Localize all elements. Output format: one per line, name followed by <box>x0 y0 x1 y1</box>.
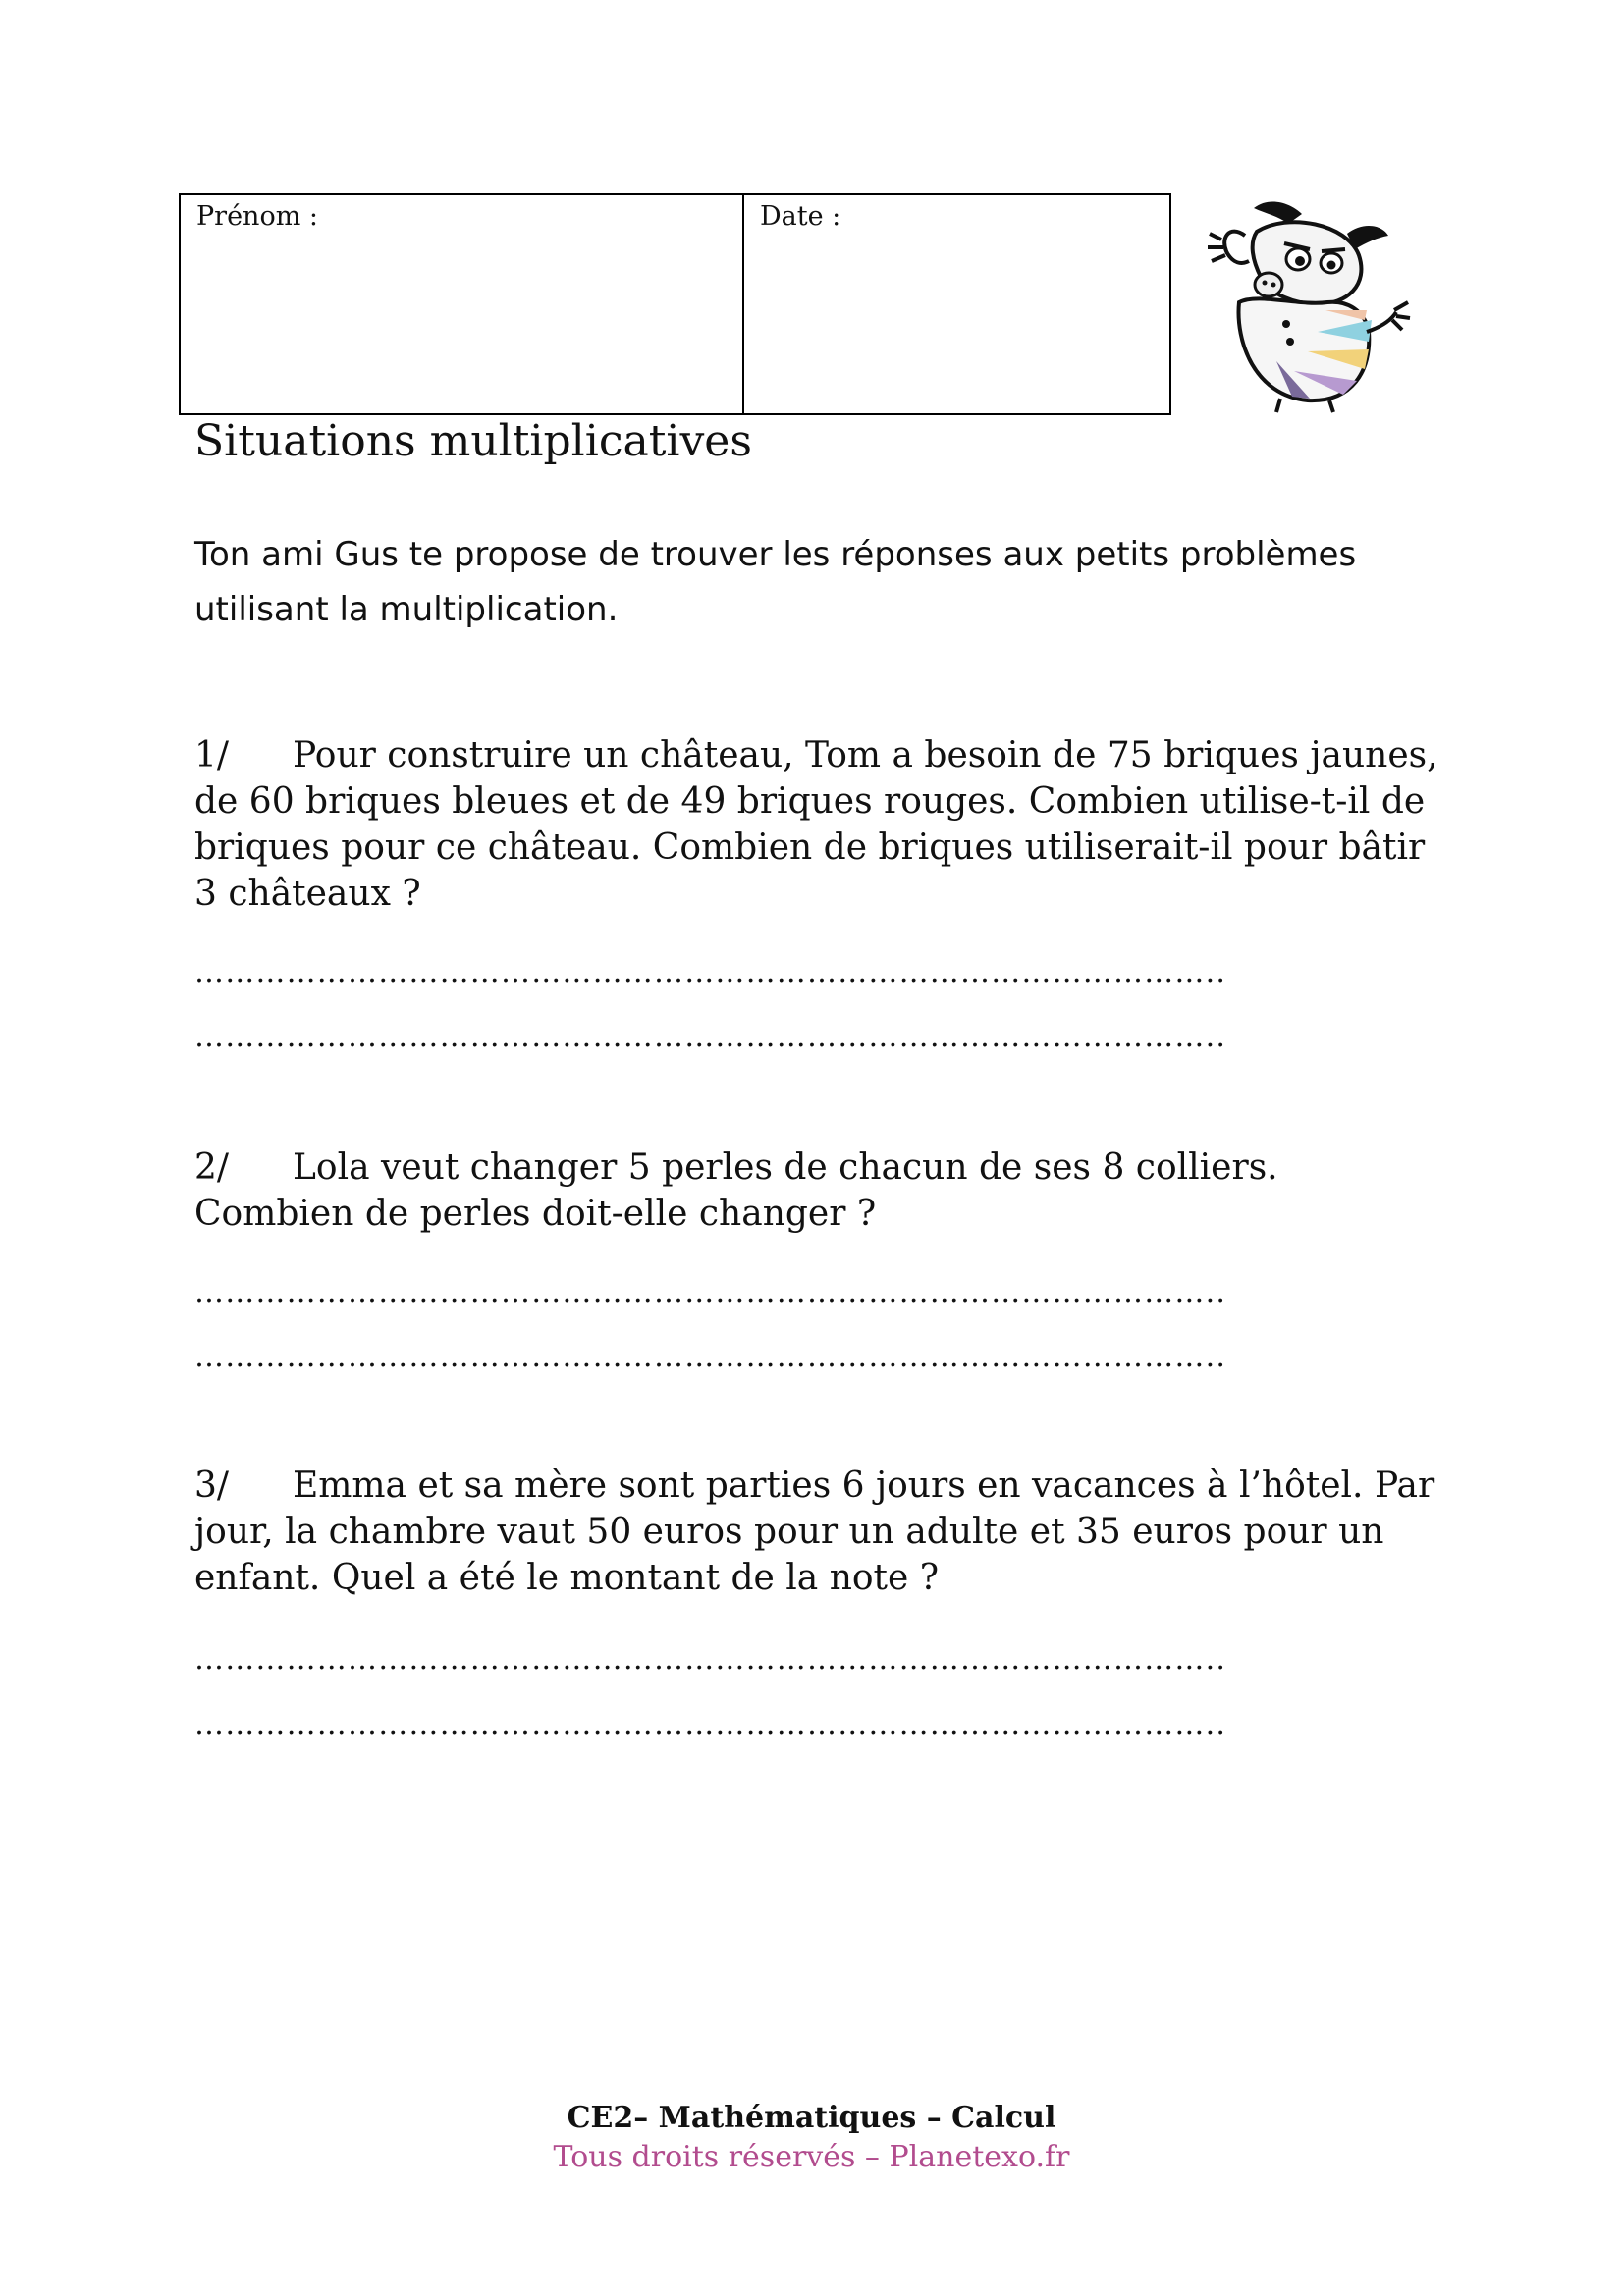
question-number: 3/ <box>194 1466 230 1506</box>
answer-line-1a[interactable]: ……………………………………………………………………………………….. <box>194 958 1227 988</box>
answer-line-2b[interactable]: ……………………………………………………………………………………….. <box>194 1343 1227 1372</box>
question-3 <box>194 1463 1447 1601</box>
gus-mascot-illustration <box>1200 194 1411 415</box>
first-name-field[interactable] <box>181 195 744 413</box>
footer-subject: CE2– Mathématiques – Calcul <box>567 2101 1056 2135</box>
question-2 <box>194 1145 1447 1237</box>
question-number: 1/ <box>194 735 230 775</box>
answer-line-2a[interactable]: ……………………………………………………………………………………….. <box>194 1278 1227 1308</box>
name-date-table <box>179 193 1171 415</box>
question-number: 2/ <box>194 1148 230 1188</box>
question-text: Emma et sa mère sont parties 6 jours en vacances à l’hôtel. Par jour, la chambre vaut 50 euros pour un adulte et 35 euros pour un enfant. Quel a été le montant de la note ? <box>194 1466 1435 1598</box>
answer-line-3b[interactable]: ……………………………………………………………………………………….. <box>194 1710 1227 1739</box>
intro-instructions: Ton ami Gus te propose de trouver les réponses aux petits problèmes utilisant la multiplication. <box>194 535 1357 629</box>
date-label: Date : <box>760 201 841 232</box>
question-text: Lola veut changer 5 perles de chacun de ses 8 colliers. Combien de perles doit-elle changer ? <box>194 1148 1278 1234</box>
answer-line-1b[interactable]: ……………………………………………………………………………………….. <box>194 1023 1227 1052</box>
answer-line-3a[interactable]: ……………………………………………………………………………………….. <box>194 1645 1227 1675</box>
question-text: Pour construire un château, Tom a besoin de 75 briques jaunes, de 60 briques bleues et de 49 briques rouges. Combien utilise-t-il de briques pour ce château. Combien de briques utiliserait-il pour bâtir 3 châteaux ? <box>194 735 1438 914</box>
question-1 <box>194 732 1447 917</box>
date-field[interactable] <box>744 195 1169 413</box>
worksheet-title: Situations multiplicatives <box>194 416 752 466</box>
first-name-label: Prénom : <box>196 201 318 232</box>
footer-copyright: Tous droits réservés – Planetexo.fr <box>553 2140 1070 2174</box>
